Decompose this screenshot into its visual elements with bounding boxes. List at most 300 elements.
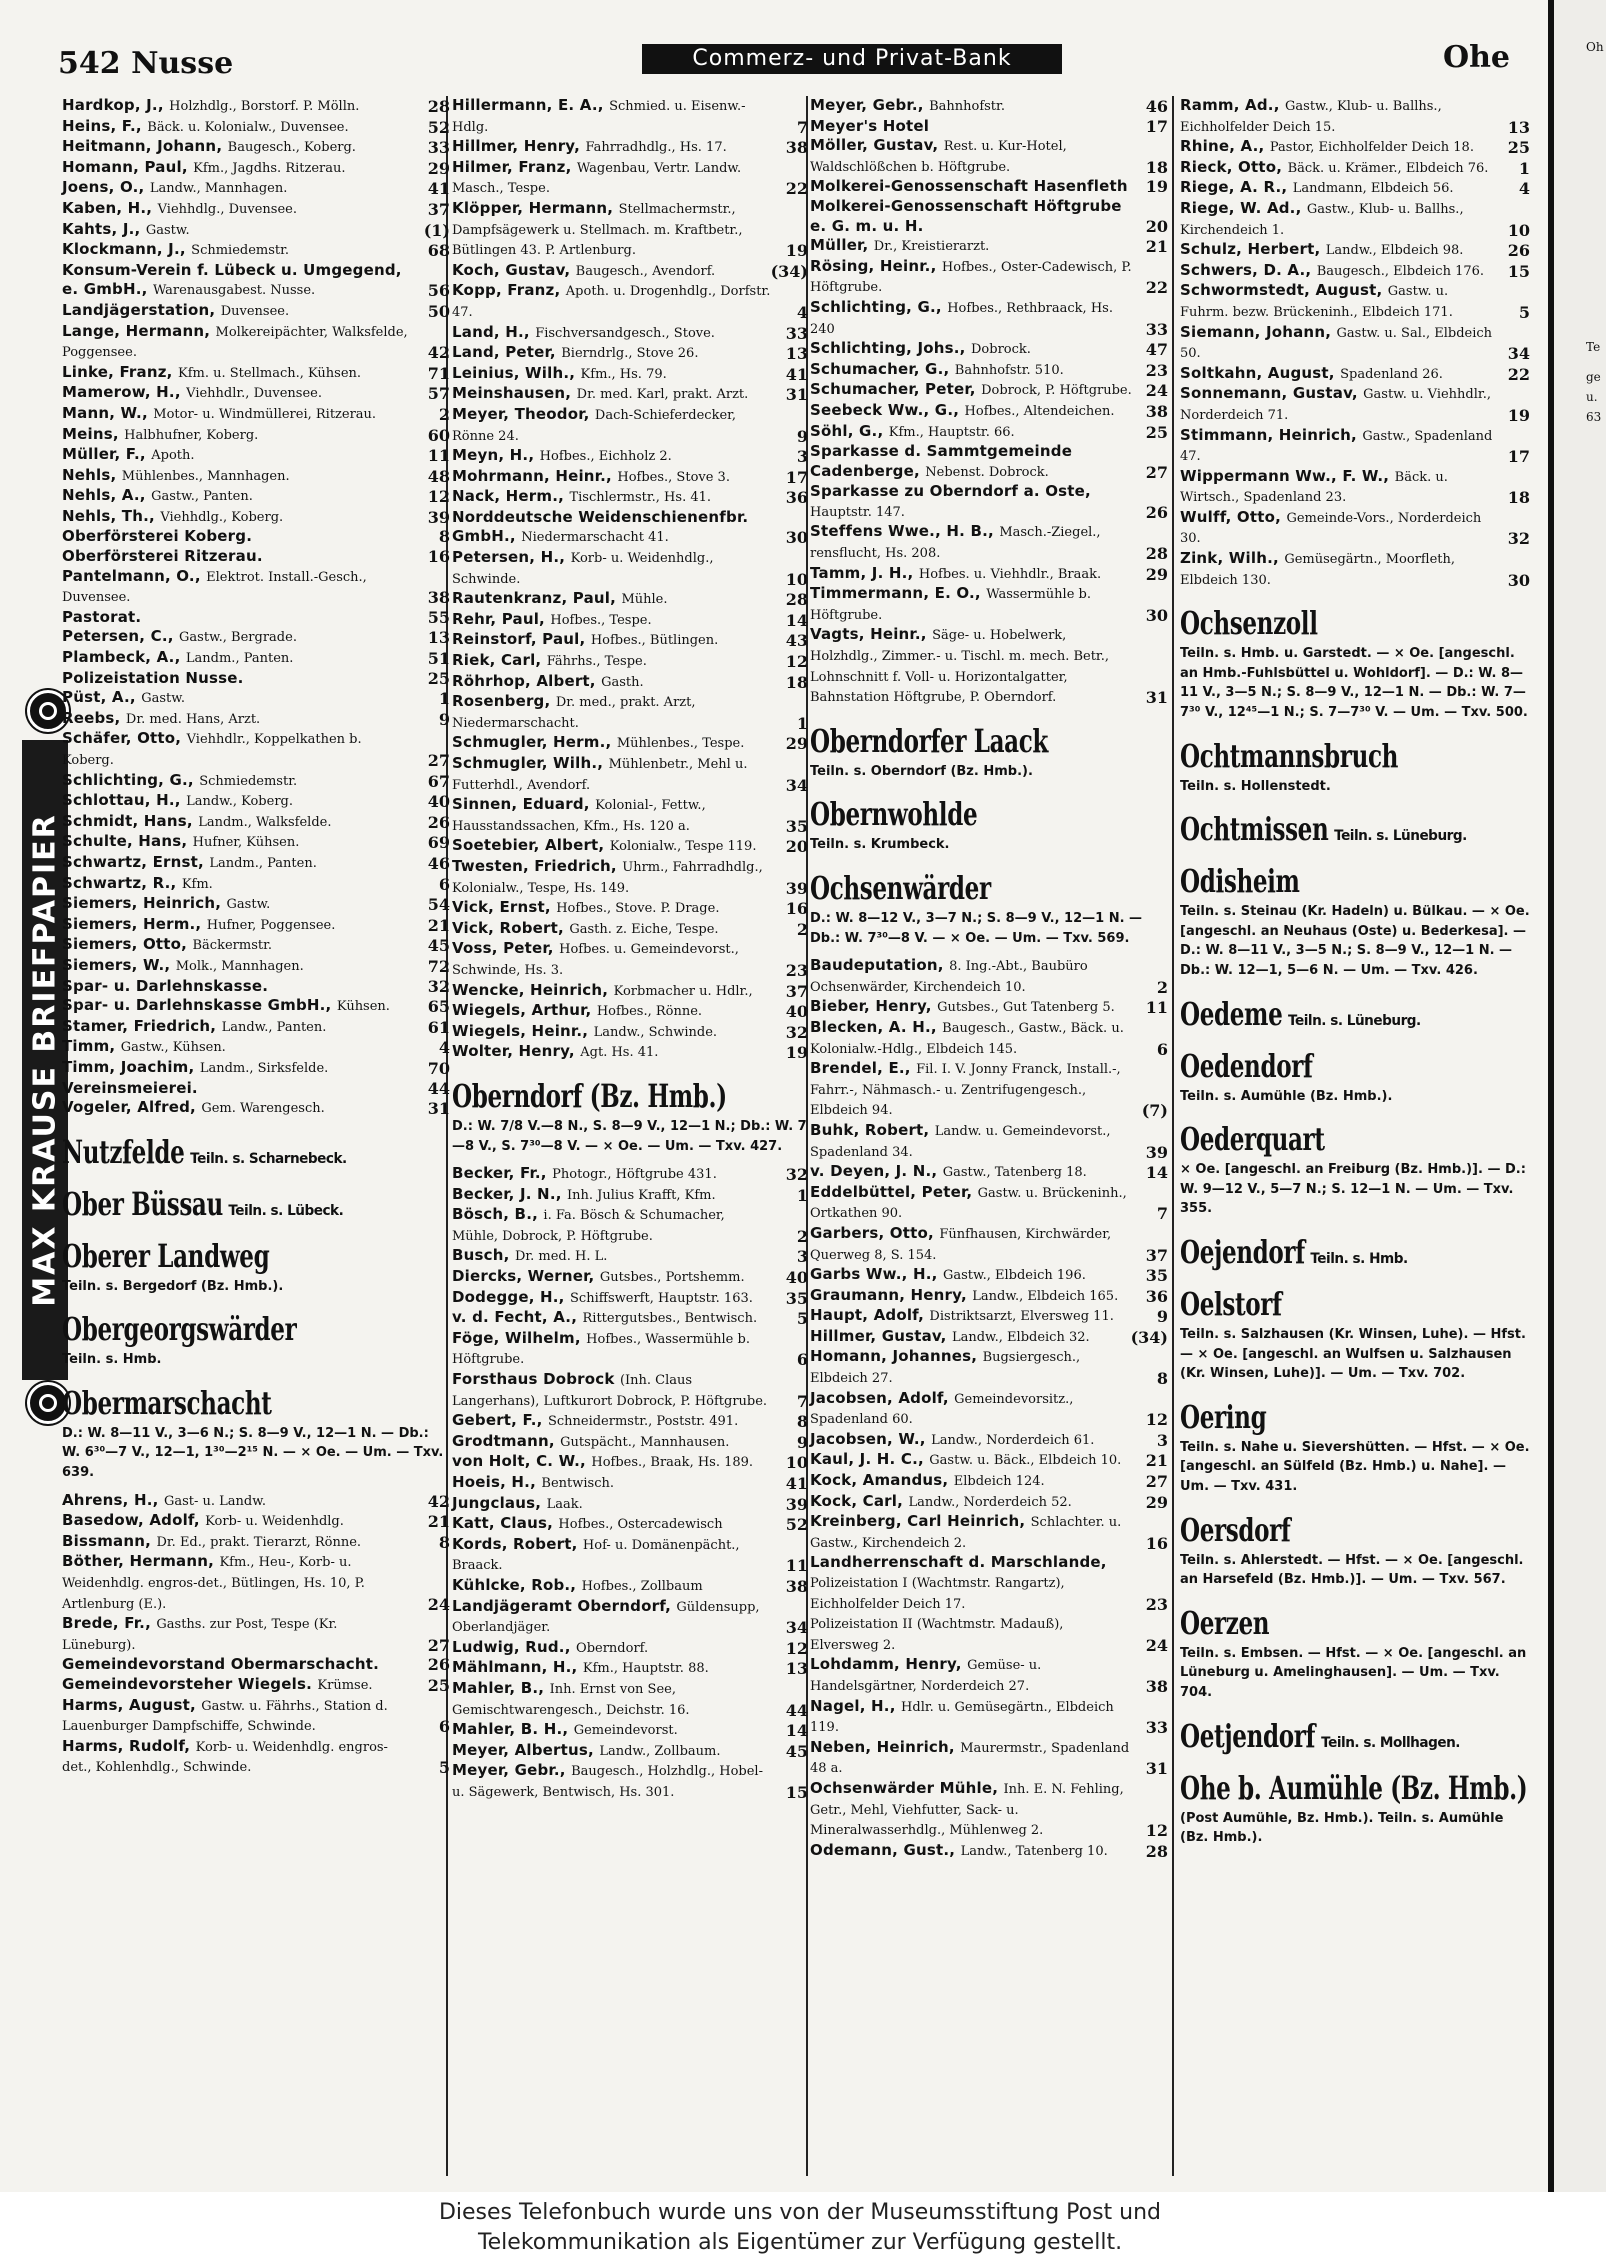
entry-phone-number: 24 — [1145, 381, 1168, 401]
entry-phone-number: 9 — [796, 426, 808, 446]
entry-details: Landw. u. Gemeindevorst., Spadenland 34. — [810, 1123, 1111, 1160]
entry-details: Dobrock, P. Höftgrube. — [981, 383, 1132, 399]
directory-entry — [62, 977, 450, 997]
directory-entry — [62, 627, 450, 648]
entry-name: Mamerow, H., — [62, 383, 187, 402]
entry-details: Dr. med. H. L. — [514, 1249, 608, 1265]
edge-fragment: Oh — [1586, 40, 1604, 54]
entry-details: Fünfhausen, Kirchwärder, Querweg 8, S. 154. — [810, 1226, 1112, 1263]
directory-entry — [62, 1079, 450, 1099]
entry-details: Bäck. u. Kolonialw., Duvensee. — [147, 119, 349, 135]
directory-entry — [810, 1389, 1168, 1430]
entry-details: Landw., Elbdeich 165. — [972, 1288, 1119, 1304]
entry-details: Korb- u. Weidenhdlg. engros-det., Kohlenhdlg., Schwinde. — [62, 1739, 388, 1776]
entry-phone-number: 70 — [427, 1058, 450, 1078]
directory-entry — [62, 486, 450, 507]
entry-phone-number: (7) — [1141, 1101, 1168, 1121]
entry-phone-number: 17 — [785, 467, 808, 487]
entry-name: Klockmann, J., — [62, 240, 192, 259]
entry-phone-number: 27 — [1145, 462, 1168, 482]
entry-name: Neben, Heinrich, — [810, 1737, 961, 1756]
entry-details: Bahnhofstr. 510. — [954, 362, 1064, 378]
entry-name: Buhk, Robert, — [810, 1120, 935, 1139]
entry-phone-number: 28 — [1145, 1841, 1168, 1861]
entry-name: von Holt, C. W., — [452, 1452, 592, 1471]
entry-name: Eddelbüttel, Peter, — [810, 1182, 978, 1201]
entry-details: Hofbes., Altendeichen. — [964, 403, 1115, 419]
entry-details: Bahnhofstr. — [929, 99, 1005, 114]
directory-entry — [810, 1430, 1168, 1451]
entry-phone-number: 39 — [427, 507, 450, 527]
directory-entry — [62, 404, 450, 425]
entry-details: Viehhdlr., Koppelkathen b. Koberg. — [62, 732, 362, 768]
directory-entry — [62, 729, 450, 770]
entry-name: Mohrmann, Heinr., — [452, 466, 618, 485]
entry-name: Jacobsen, W., — [810, 1429, 932, 1448]
entry-phone-number: 41 — [785, 1474, 808, 1493]
directory-entry — [452, 1022, 808, 1043]
directory-entry — [452, 1452, 808, 1473]
entry-name: Wippermann Ww., F. W., — [1180, 466, 1395, 485]
entry-details: Korbmacher u. Hdlr., — [613, 983, 753, 999]
entry-name: Müller, — [810, 236, 874, 255]
entry-name: Schulz, Herbert, — [1180, 240, 1326, 259]
place-reference: Teiln. s. Scharnebeck. — [190, 1150, 347, 1167]
entry-phone-number: 19 — [1145, 177, 1168, 197]
entry-phone-number: 1 — [796, 713, 808, 733]
directory-entry — [452, 672, 808, 693]
place-reference: Teiln. s. Lüneburg. — [1288, 1012, 1421, 1029]
entry-phone-number: 26 — [427, 1655, 450, 1675]
entry-details: Gastw., Tatenberg 18. — [942, 1165, 1087, 1181]
section-title: Nusse — [131, 46, 234, 81]
entry-details: Hofbes., Stove. P. Drage. — [556, 901, 720, 917]
entry-details: Gastw. — [226, 897, 271, 913]
directory-entry — [62, 894, 450, 915]
entry-details: Hofbes., Eichholz 2. — [539, 449, 672, 465]
entry-phone-number: 27 — [427, 1635, 450, 1655]
entry-phone-number: 5 — [1518, 302, 1530, 322]
entry-details: Kfm., Jagdhs. Ritzerau. — [193, 160, 346, 176]
entry-phone-number: 9 — [438, 709, 450, 729]
entry-phone-number: 35 — [785, 1288, 808, 1308]
place-heading — [62, 1132, 347, 1171]
entry-phone-number: 16 — [1145, 1533, 1168, 1553]
entry-name: Koch, Gustav, — [452, 260, 576, 279]
entry-details: Stellmachermstr., Dampfsägewerk u. Stellmach. m. Kraftbetr., Bütlingen 43. P. Artlenburg. — [452, 201, 743, 259]
entry-details: Gutspächt., Mannhausen. — [560, 1434, 730, 1450]
place-heading — [1180, 1120, 1432, 1158]
entry-phone-number: 38 — [785, 138, 808, 158]
entry-name: Wulff, Otto, — [1180, 507, 1287, 526]
entry-name: Pastorat. — [62, 607, 142, 626]
directory-entry — [62, 688, 450, 709]
place-note: Teiln. s. Krumbeck. — [810, 837, 950, 853]
directory-entry — [810, 1347, 1168, 1388]
directory-entry — [62, 383, 450, 404]
directory-entry — [810, 197, 1168, 236]
entry-name: Brede, Fr., — [62, 1614, 157, 1633]
entry-phone-number: 23 — [1145, 1594, 1168, 1614]
directory-entry — [452, 1001, 808, 1022]
entry-name: Jungclaus, — [452, 1493, 547, 1512]
place-heading — [1180, 737, 1432, 775]
entry-details: Baugesch., Elbdeich 176. — [1316, 263, 1485, 279]
directory-entry — [62, 1098, 450, 1119]
entry-details: Inh. Julius Krafft, Kfm. — [567, 1187, 716, 1203]
entry-name: Reebs, — [62, 708, 126, 727]
place-name: Oederquart — [1180, 1120, 1325, 1159]
entry-phone-number: 9 — [796, 1432, 808, 1452]
directory-entry — [452, 548, 808, 589]
directory-entry — [62, 1037, 450, 1058]
directory-entry — [810, 522, 1168, 563]
directory-entry — [452, 446, 808, 467]
page-number: 542 — [58, 46, 121, 81]
place-heading — [810, 869, 1068, 907]
entry-name: Tamm, J. H., — [810, 563, 919, 582]
entry-name: Meyer's Hotel — [810, 116, 930, 135]
entry-name: Schulte, Hans, — [62, 832, 193, 851]
entry-details: Gutsbes., Gut Tatenberg 5. — [937, 1000, 1115, 1016]
entry-name: Nehls, — [62, 465, 122, 484]
entry-name: Kaul, J. H. C., — [810, 1450, 930, 1469]
entry-phone-number: 43 — [785, 631, 808, 651]
directory-entry — [62, 117, 450, 138]
place-heading — [1180, 1047, 1432, 1085]
entry-name: Kords, Robert, — [452, 1534, 583, 1553]
entry-phone-number: 26 — [1145, 502, 1168, 522]
entry-name: Stamer, Friedrich, — [62, 1016, 222, 1035]
entry-name: Molkerei-Genossenschaft Hasenfleth — [810, 177, 1128, 196]
place-name: Ochsenzoll — [1180, 604, 1318, 643]
place-name: Oejendorf — [1180, 1232, 1305, 1271]
place-heading — [1180, 995, 1432, 1033]
directory-entry — [62, 1552, 450, 1614]
directory-entry — [62, 158, 450, 179]
entry-name: Homann, Johannes, — [810, 1347, 983, 1366]
entry-phone-number: 24 — [427, 1594, 450, 1614]
directory-entry — [810, 236, 1168, 257]
entry-details: Pastor, Eichholfelder Deich 18. — [1269, 140, 1474, 156]
entry-name: Kock, Carl, — [810, 1491, 909, 1510]
entry-name: Landjägeramt Oberndorf, — [452, 1596, 677, 1615]
entry-name: Sinnen, Eduard, — [452, 795, 596, 814]
directory-entry — [452, 1246, 808, 1267]
edge-fragment: 63 — [1586, 410, 1602, 424]
entry-name: Heins, F., — [62, 116, 148, 135]
entry-phone-number: 61 — [427, 1017, 450, 1037]
entry-phone-number: 13 — [1507, 117, 1530, 137]
place-heading — [1180, 1768, 1528, 1807]
page-header — [58, 40, 1538, 84]
entry-name: Leinius, Wilh., — [452, 363, 581, 382]
directory-entry — [62, 812, 450, 833]
entry-name: Soltkahn, August, — [1180, 363, 1341, 382]
directory-entry — [452, 1761, 808, 1802]
directory-entry — [452, 1370, 808, 1411]
directory-entry — [62, 96, 450, 117]
entry-name: Vick, Ernst, — [452, 898, 557, 917]
entry-details: Gastw. u. Bäck., Elbdeich 10. — [929, 1453, 1122, 1469]
entry-name: Schlottau, H., — [62, 791, 187, 810]
entry-name: Siemers, Herm., — [62, 914, 207, 933]
entry-details: Hof- u. Domänenpächt., Braack. — [452, 1537, 740, 1574]
directory-entry — [62, 996, 450, 1017]
entry-name: Pantelmann, O., — [62, 566, 207, 585]
place-heading — [1180, 1398, 1432, 1436]
entry-details: Holzhdlg., Borstorf. P. Mölln. — [169, 99, 360, 114]
entry-details: Hauptstr. 147. — [810, 504, 905, 520]
entry-name: Oberförsterei Koberg. — [62, 527, 253, 546]
entry-details: (Inh. Claus Langerhans), Luftkurort Dobrock, P. Höftgrube. — [452, 1373, 768, 1409]
entry-name: Zink, Wilh., — [1180, 549, 1285, 568]
entry-details: Baugesch., Gastw., Bäck. u. Kolonialw.-Hdlg., Elbdeich 145. — [810, 1020, 1124, 1057]
directory-entry — [62, 956, 450, 977]
entry-details: Gastw., Spadenland 47. — [1180, 428, 1493, 465]
entry-phone-number: 29 — [1145, 564, 1168, 584]
footer-line-2: Telekommunikation als Eigentümer zur Verfügung gestellt. — [477, 2230, 1123, 2255]
directory-entry — [452, 1329, 808, 1370]
entry-details: Schmied. u. Eisenw.-Hdlg. — [452, 99, 746, 135]
entry-details: Mühlenbes., Tespe. — [616, 736, 745, 752]
entry-name: Plambeck, A., — [62, 648, 186, 667]
entry-details: Gastw., Kühsen. — [120, 1040, 226, 1056]
directory-entry — [62, 425, 450, 446]
directory-entry — [62, 771, 450, 792]
directory-entry — [452, 630, 808, 651]
directory-entry — [452, 405, 808, 446]
place-heading — [1180, 1285, 1432, 1323]
entry-name: Bieber, Henry, — [810, 997, 938, 1016]
entry-name: Timm, Joachim, — [62, 1057, 200, 1076]
entry-phone-number: 8 — [438, 527, 450, 547]
place-heading — [1180, 1233, 1432, 1271]
directory-entry — [452, 1411, 808, 1432]
entry-details: Baugesch., Holzhdlg., Hobel- u. Sägewerk, Bentwisch, Hs. 301. — [452, 1764, 763, 1800]
entry-phone-number: 44 — [785, 1700, 808, 1720]
directory-entry — [810, 1265, 1168, 1286]
place-heading — [1180, 1511, 1432, 1549]
entry-name: Petersen, C., — [62, 627, 180, 646]
directory-entry — [62, 547, 450, 567]
entry-name: Siemann, Johann, — [1180, 322, 1337, 341]
place-name: Oering — [1180, 1397, 1267, 1436]
directory-entry — [62, 874, 450, 895]
directory-entry — [1180, 467, 1530, 508]
entry-name: Schwormstedt, August, — [1180, 281, 1388, 300]
entry-name: Vagts, Heinr., — [810, 625, 933, 644]
entry-name: Vereinsmeierei. — [62, 1078, 198, 1097]
entry-phone-number: 6 — [438, 874, 450, 894]
place-note: Teiln. s. Bergedorf (Bz. Hmb.). — [62, 1278, 284, 1294]
directory-entry — [452, 137, 808, 158]
directory-entry — [1180, 137, 1530, 158]
entry-details: Inh. Ernst von See, Gemischtwarengesch., Deichstr. 16. — [452, 1681, 690, 1718]
directory-entry — [62, 220, 450, 241]
directory-entry — [452, 1494, 808, 1515]
entry-details: Landw., Schwinde. — [593, 1024, 718, 1040]
directory-entry — [1180, 178, 1530, 199]
entry-name: Rösing, Heinr., — [810, 256, 942, 275]
entry-phone-number: 32 — [785, 1022, 808, 1042]
entry-name: Sparkasse d. Sammtgemeinde Cadenberge, — [810, 442, 1073, 480]
entry-name: Harms, August, — [62, 1695, 202, 1714]
directory-entry — [810, 482, 1168, 522]
place-name: Oetjendorf — [1180, 1716, 1316, 1755]
bank-banner: Commerz- und Privat-Bank — [642, 44, 1062, 74]
entry-phone-number: 2 — [796, 919, 808, 939]
entry-details: Fahrradhdlg., Hs. 17. — [585, 140, 727, 156]
entry-details: Hofbes., Braak, Hs. 189. — [591, 1455, 754, 1471]
entry-phone-number: 4 — [438, 1038, 450, 1058]
directory-entry — [810, 136, 1168, 177]
entry-phone-number: 17 — [1507, 447, 1530, 467]
entry-phone-number: 36 — [785, 488, 808, 508]
directory-entry — [62, 178, 450, 199]
directory-entry — [810, 1327, 1168, 1348]
entry-phone-number: 12 — [785, 1638, 808, 1658]
entry-name: Twesten, Friedrich, — [452, 856, 623, 875]
directory-entry — [452, 487, 808, 508]
directory-entry — [1180, 240, 1530, 261]
entry-phone-number: 54 — [427, 895, 450, 915]
directory-entry — [452, 1308, 808, 1329]
entry-name: Odemann, Gust., — [810, 1840, 961, 1859]
directory-entry — [810, 1018, 1168, 1059]
entry-phone-number: 2 — [796, 1226, 808, 1246]
entry-name: Dodegge, H., — [452, 1287, 571, 1306]
directory-entry — [810, 442, 1168, 482]
directory-entry — [62, 791, 450, 812]
entry-details: Gastw., Panten. — [151, 489, 253, 505]
entry-name: Wiegels, Arthur, — [452, 1001, 597, 1020]
entry-phone-number: 2 — [1156, 977, 1168, 997]
entry-name: Müller, F., — [62, 445, 152, 464]
entry-details: Landm., Panten. — [209, 855, 317, 871]
place-note: Teiln. s. Salzhausen (Kr. Winsen, Luhe). — Hfst. — × Oe. [angeschl. an Wulfsen u. Salzhausen (Kr. Winsen, Luhe)]. — Um. — Txv. 702. — [1180, 1326, 1526, 1382]
place-heading — [1180, 1716, 1460, 1755]
entry-phone-number: 16 — [427, 547, 450, 567]
entry-details: Oberndorf. — [576, 1640, 649, 1656]
entry-phone-number: 23 — [785, 960, 808, 980]
entry-details: 8. Ing.-Abt., Baubüro Ochsenwärder, Kirchendeich 10. — [810, 959, 1088, 995]
entry-name: Rehr, Paul, — [452, 609, 551, 628]
place-name: Ochtmissen — [1180, 810, 1329, 849]
entry-phone-number: 4 — [1518, 179, 1530, 199]
entry-details: Schiffswerft, Hauptstr. 163. — [570, 1290, 753, 1306]
directory-entry — [810, 1450, 1168, 1471]
directory-entry — [62, 567, 450, 608]
directory-entry — [810, 1779, 1168, 1841]
entry-phone-number: 3 — [1156, 1430, 1168, 1450]
place-note: D.: W. 8—11 V., 3—6 N.; S. 8—9 V., 12—1 N. — Db.: W. 6³⁰—7 V., 12—1, 1³⁰—2¹⁵ N. — × Oe. — Um. — Txv. 639. — [62, 1425, 444, 1481]
entry-details: Kolonial-, Fettw., Hausstandssachen, Kfm., Hs. 120 a. — [452, 798, 706, 834]
entry-details: Landw., Norderdeich 61. — [931, 1432, 1095, 1448]
entry-details: Bentwisch. — [541, 1476, 614, 1491]
place-note: Teiln. s. Hmb. — [62, 1352, 162, 1368]
entry-phone-number: 13 — [427, 628, 450, 648]
directory-entry — [452, 343, 808, 364]
entry-name: Wencke, Heinrich, — [452, 980, 614, 999]
place-reference: Teiln. s. Lübeck. — [228, 1202, 344, 1219]
entry-phone-number: 28 — [1145, 544, 1168, 564]
page-number-heading — [58, 46, 233, 81]
entry-phone-number: 37 — [785, 981, 808, 1001]
entry-phone-number: 42 — [427, 343, 450, 363]
directory-entry — [452, 898, 808, 919]
entry-details: Kfm. u. Stellmach., Kühsen. — [177, 365, 362, 381]
entry-name: Schwartz, Ernst, — [62, 852, 210, 871]
directory-entry — [810, 257, 1168, 298]
entry-name: Siemers, Heinrich, — [62, 894, 227, 913]
entry-details: Viehhdlg., Duvensee. — [157, 201, 297, 217]
entry-phone-number: 44 — [427, 1078, 450, 1098]
entry-phone-number: 20 — [1145, 216, 1168, 236]
entry-name: Meyer, Theodor, — [452, 404, 595, 423]
entry-name: Petersen, H., — [452, 548, 571, 567]
entry-details: Fischversandgesch., Stove. — [535, 325, 715, 341]
directory-entry — [810, 339, 1168, 360]
entry-phone-number: 33 — [1145, 319, 1168, 339]
entry-details: Apoth. u. Drogenhdlg., Dorfstr. 47. — [452, 284, 771, 320]
entry-phone-number: 14 — [785, 1721, 808, 1741]
entry-name: Steffens Wwe., H. B., — [810, 522, 1000, 541]
entry-name: Hardkop, J., — [62, 96, 170, 114]
entry-phone-number: 68 — [427, 241, 450, 261]
entry-name: Bissmann, — [62, 1531, 157, 1550]
entry-phone-number: 18 — [785, 672, 808, 692]
entry-phone-number: 31 — [427, 1099, 450, 1119]
entry-phone-number: 31 — [1145, 688, 1168, 708]
entry-phone-number: 29 — [785, 734, 808, 754]
place-note: D.: W. 8—12 V., 3—7 N.; S. 8—9 V., 12—1 N. — Db.: W. 7³⁰—8 V. — × Oe. — Um. — Txv. 569. — [810, 911, 1143, 946]
entry-details: Landw., Elbdeich 32. — [951, 1329, 1090, 1345]
entry-details: Gastw. u. Viehhdlr., Norderdeich 71. — [1180, 387, 1491, 423]
entry-phone-number: 34 — [785, 775, 808, 795]
entry-phone-number: 27 — [1145, 1472, 1168, 1492]
entry-name: Föge, Wilhelm, — [452, 1328, 587, 1347]
entry-details: Apoth. — [151, 448, 195, 464]
directory-entry — [810, 564, 1168, 585]
entry-phone-number: 26 — [1507, 241, 1530, 261]
entry-phone-number: 5 — [796, 1309, 808, 1329]
entry-name: Schlichting, G., — [810, 297, 948, 316]
entry-details: Gastw., Klub- u. Ballhs., Kirchendeich 1. — [1180, 201, 1464, 238]
directory-entry — [452, 610, 808, 631]
entry-details: Gutsbes., Portshemm. — [599, 1270, 745, 1286]
entry-name: Klöpper, Hermann, — [452, 198, 619, 217]
entry-name: v. Deyen, J. N., — [810, 1162, 943, 1181]
entry-name: Riege, W. Ad., — [1180, 198, 1307, 217]
entry-phone-number: 23 — [1145, 360, 1168, 380]
entry-details: Landw., Tatenberg 10. — [960, 1843, 1108, 1859]
entry-details: Kfm., Heu-, Korb- u. Weidenhdlg. engros-det., Bütlingen, Hs. 10, P. Artlenburg (E.). — [62, 1555, 365, 1612]
entry-name: Mahler, B. H., — [452, 1720, 574, 1739]
entry-phone-number: 6 — [796, 1350, 808, 1370]
entry-name: Schwartz, R., — [62, 873, 182, 892]
entry-phone-number: 12 — [427, 487, 450, 507]
adjacent-page-edge — [1548, 0, 1606, 2192]
column-1 — [62, 96, 450, 2176]
entry-details: Gem. Warengesch. — [201, 1101, 325, 1117]
entry-phone-number: 8 — [796, 1412, 808, 1432]
directory-entry — [1180, 281, 1530, 322]
column-3 — [810, 96, 1168, 2176]
place-note: Teiln. s. Aumühle (Bz. Hmb.). — [1180, 1088, 1393, 1104]
entry-name: Püst, A., — [62, 688, 142, 707]
entry-phone-number: 72 — [427, 956, 450, 976]
